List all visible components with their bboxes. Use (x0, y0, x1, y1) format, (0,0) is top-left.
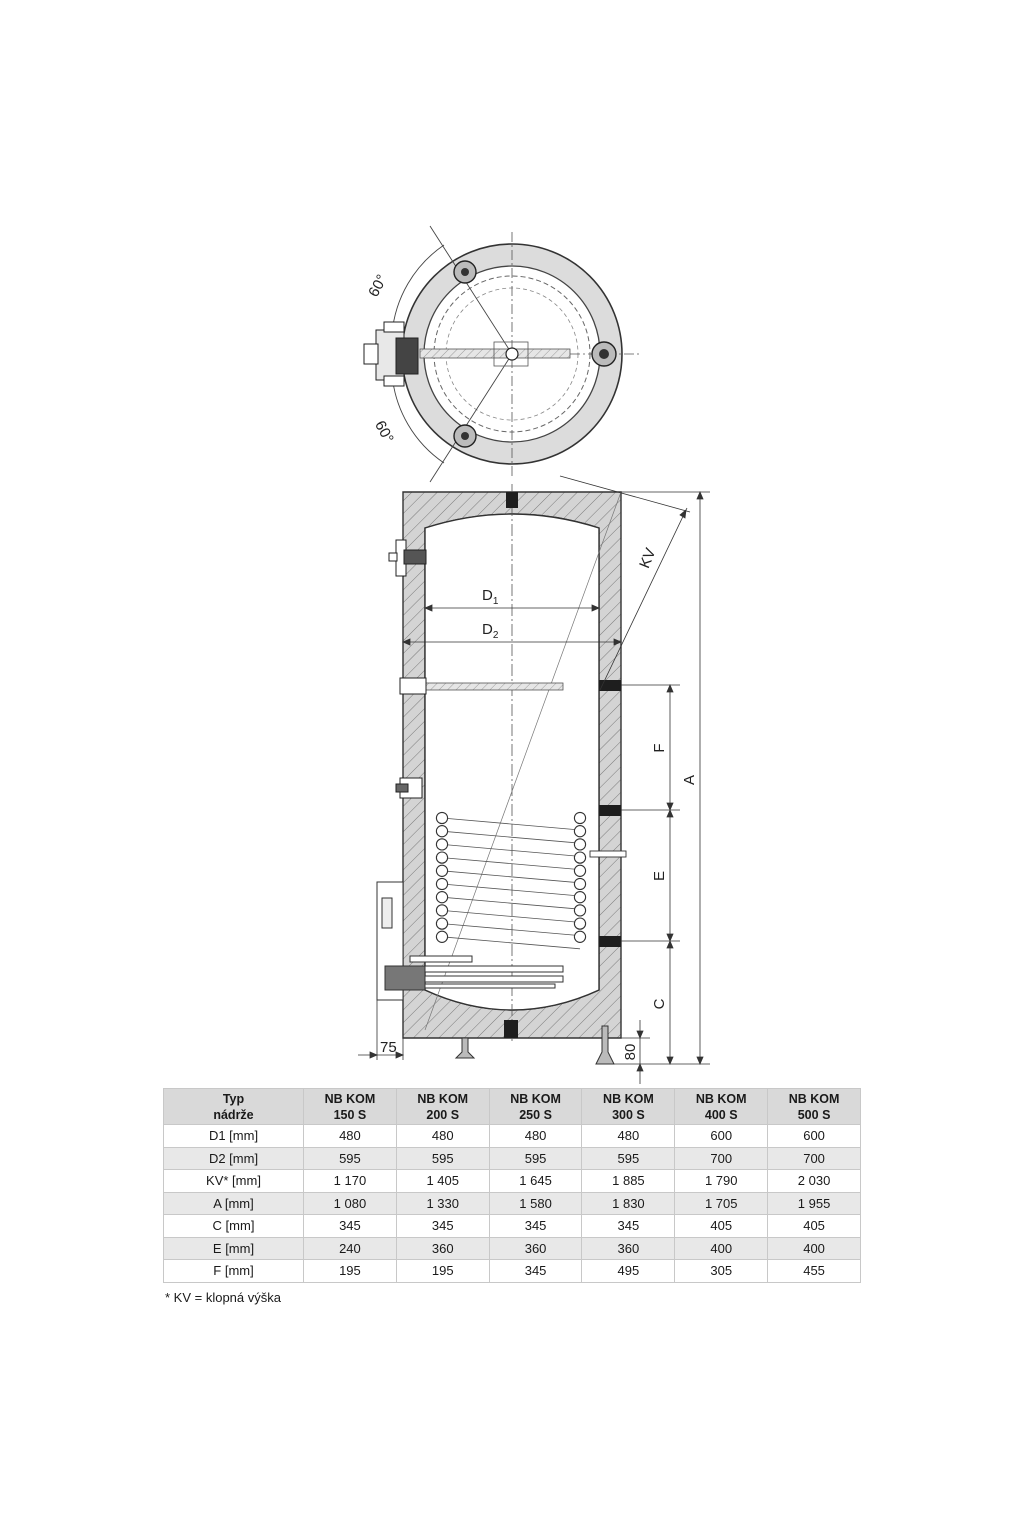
coil-turn (436, 878, 447, 889)
bottom-fitting (504, 1020, 518, 1038)
center-fitting (506, 348, 518, 360)
coil-turn (436, 918, 447, 929)
table-cell: 345 (304, 1215, 397, 1238)
table-row (164, 1147, 861, 1170)
coil-turn (436, 931, 447, 942)
table-cell: 345 (489, 1215, 582, 1238)
table-cell: 400 (675, 1237, 768, 1260)
row-label: A [mm] (164, 1192, 304, 1215)
label-c: C (651, 998, 668, 1010)
upper-rod-flange (400, 678, 426, 694)
coil-turn (574, 918, 585, 929)
header-model: NB KOM 500 S (768, 1089, 861, 1125)
table-cell: 195 (304, 1260, 397, 1283)
header-model: NB KOM 250 S (489, 1089, 582, 1125)
coil-turn (436, 892, 447, 903)
table-row (164, 1260, 861, 1283)
table-cell: 1 405 (396, 1170, 489, 1193)
table-cell: 345 (582, 1215, 675, 1238)
footnote: * KV = klopná výška (165, 1290, 281, 1305)
table-cell: 1 580 (489, 1192, 582, 1215)
table-cell: 595 (489, 1147, 582, 1170)
angle-label-bottom: 60° (371, 417, 397, 446)
label-kv: KV (636, 545, 660, 571)
top-fitting (506, 492, 518, 508)
table-cell: 400 (768, 1237, 861, 1260)
table-cell: 480 (489, 1125, 582, 1148)
header-model: NB KOM 300 S (582, 1089, 675, 1125)
row-label: D2 [mm] (164, 1147, 304, 1170)
table-cell: 345 (396, 1215, 489, 1238)
table-cell: 1 705 (675, 1192, 768, 1215)
table-cell: 1 830 (582, 1192, 675, 1215)
row-label: D1 [mm] (164, 1125, 304, 1148)
upper-heating-rod (425, 683, 563, 690)
spec-table (163, 1088, 861, 1283)
label-d1: $D_1$ (482, 587, 499, 607)
coil-turn (574, 905, 585, 916)
table-cell: 405 (768, 1215, 861, 1238)
table-cell: 1 330 (396, 1192, 489, 1215)
coil-turn (574, 931, 585, 942)
table-cell: 1 080 (304, 1192, 397, 1215)
table-cell: 1 170 (304, 1170, 397, 1193)
table-cell: 2 030 (768, 1170, 861, 1193)
label-f: F (651, 743, 668, 753)
coil-turn (436, 839, 447, 850)
table-cell: 600 (768, 1125, 861, 1148)
coil-turn (436, 865, 447, 876)
row-label: E [mm] (164, 1237, 304, 1260)
table-cell: 195 (396, 1260, 489, 1283)
header-model: NB KOM 150 S (304, 1089, 397, 1125)
coil-turn (574, 878, 585, 889)
table-row (164, 1192, 861, 1215)
foot-left (456, 1038, 474, 1058)
table-cell: 1 790 (675, 1170, 768, 1193)
table-cell: 600 (675, 1125, 768, 1148)
table-cell: 480 (304, 1125, 397, 1148)
table-cell: 360 (582, 1237, 675, 1260)
angle-label-top: 60° (365, 271, 391, 300)
table-row (164, 1125, 861, 1148)
table-header-row (164, 1089, 861, 1125)
table-cell: 360 (396, 1237, 489, 1260)
coil-turn (574, 892, 585, 903)
table-cell: 455 (768, 1260, 861, 1283)
table-row (164, 1170, 861, 1193)
coil-turn (574, 826, 585, 837)
coil-turn (574, 865, 585, 876)
top-view (364, 226, 640, 482)
table-cell: 345 (489, 1260, 582, 1283)
table-cell: 240 (304, 1237, 397, 1260)
table-cell: 595 (304, 1147, 397, 1170)
label-80: 80 (622, 1043, 639, 1061)
heater-rod-top-view (420, 349, 570, 358)
header-model: NB KOM 200 S (396, 1089, 489, 1125)
row-label: F [mm] (164, 1260, 304, 1283)
table-cell: 700 (675, 1147, 768, 1170)
row-label: C [mm] (164, 1215, 304, 1238)
table-cell: 595 (396, 1147, 489, 1170)
row-label: KV* [mm] (164, 1170, 304, 1193)
table-cell: 480 (396, 1125, 489, 1148)
sensor-tube (590, 851, 626, 857)
left-fitting-middle (396, 778, 422, 798)
coil-turn (574, 852, 585, 863)
label-d2: $D_2$ (482, 621, 499, 641)
table-cell: 305 (675, 1260, 768, 1283)
side-section-view (358, 476, 710, 1084)
coil-turn (436, 905, 447, 916)
table-cell: 595 (582, 1147, 675, 1170)
table-cell: 480 (582, 1125, 675, 1148)
coil-turn (574, 839, 585, 850)
table-cell: 495 (582, 1260, 675, 1283)
label-e: E (651, 870, 668, 882)
table-cell: 700 (768, 1147, 861, 1170)
coil-turn (436, 826, 447, 837)
header-type: Typ nádrže (164, 1089, 304, 1125)
table-cell: 405 (675, 1215, 768, 1238)
table-cell: 360 (489, 1237, 582, 1260)
right-fitting-2 (599, 805, 621, 816)
label-a: A (681, 774, 698, 786)
boss-bottom-hole (461, 432, 469, 440)
coil-turn (436, 812, 447, 823)
coil-turn (574, 812, 585, 823)
table-cell: 1 955 (768, 1192, 861, 1215)
coil-turn (436, 852, 447, 863)
table-row (164, 1237, 861, 1260)
boss-top-hole (461, 268, 469, 276)
table-cell: 1 885 (582, 1170, 675, 1193)
right-fitting-3 (599, 936, 621, 947)
table-row (164, 1215, 861, 1238)
boss-right-hole (599, 349, 609, 359)
label-75: 75 (380, 1039, 397, 1056)
header-model: NB KOM 400 S (675, 1089, 768, 1125)
table-cell: 1 645 (489, 1170, 582, 1193)
